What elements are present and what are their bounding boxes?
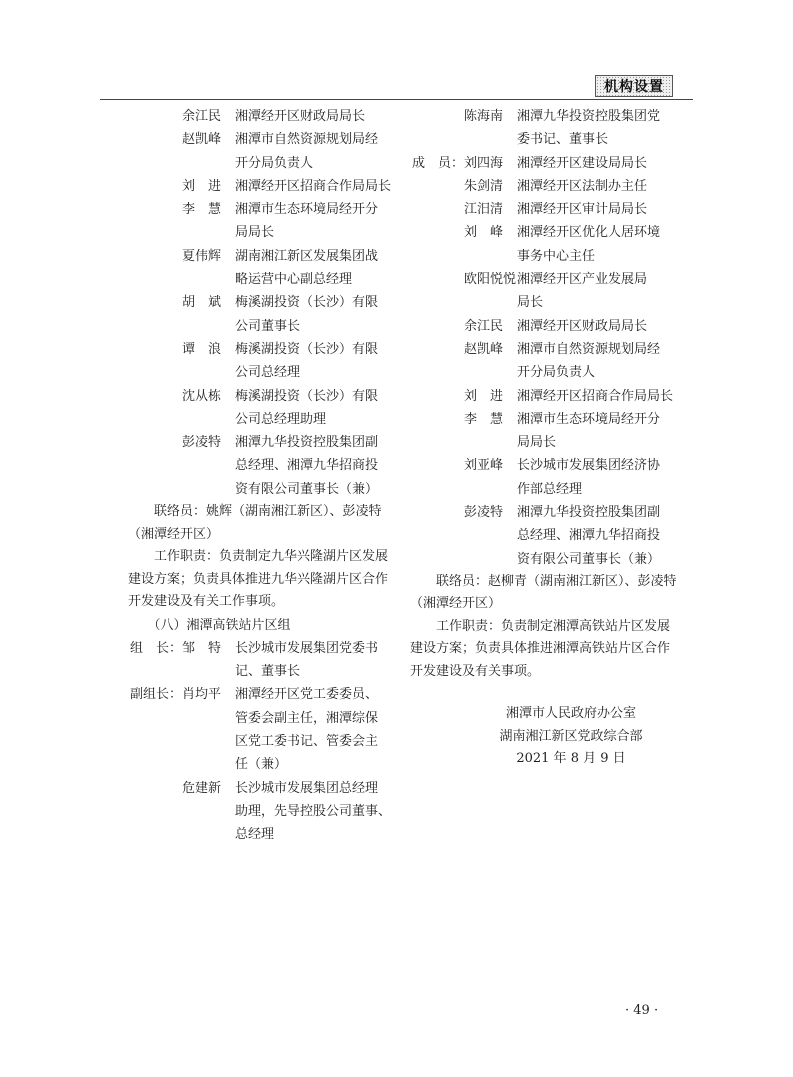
- member-row: [410, 105, 700, 152]
- member-title: 湘潭经开区审计局局长: [517, 202, 648, 218]
- member-role: [410, 198, 464, 221]
- member-role: 副组长：: [129, 687, 182, 703]
- member-list: [128, 637, 400, 847]
- member-name: 赵凯峰: [182, 132, 222, 148]
- member-row: [410, 198, 700, 221]
- member-name: 谭 浪: [182, 341, 222, 357]
- member-name: 余江民: [464, 318, 504, 334]
- member-role: 组 长：: [129, 640, 182, 656]
- subgroup-title: （八）湘潭高铁站片区组: [128, 617, 291, 633]
- member-row: [410, 454, 700, 501]
- member-title: 湘潭经开区招商合作局局长: [235, 178, 392, 194]
- member-name: 刘 峰: [464, 225, 504, 241]
- member-role: [128, 175, 182, 198]
- member-row: [128, 198, 400, 245]
- signature-org: 湖南湘江新区党政综合部: [499, 728, 643, 744]
- member-name: 江汨清: [464, 202, 504, 218]
- member-title: 湘潭市生态环境局经开分 局局长: [517, 411, 661, 451]
- member-name: 余江民: [182, 109, 222, 124]
- member-name: 李 慧: [182, 202, 222, 218]
- member-title: 梅溪湖投资（长沙）有限 公司总经理助理: [235, 388, 379, 427]
- member-row: [410, 268, 700, 315]
- member-title: 湘潭九华投资控股集团副 总经理、湘潭九华招商投 资有限公司董事长（兼）: [235, 435, 379, 497]
- member-title: 湘潭经开区法制办主任: [517, 178, 648, 194]
- member-name: 李 慧: [464, 411, 504, 427]
- member-row: [128, 431, 400, 501]
- member-role: [410, 454, 464, 501]
- member-role: [410, 105, 464, 152]
- member-name: 陈海南: [464, 109, 504, 124]
- member-row: [410, 338, 700, 385]
- member-row: [128, 291, 400, 338]
- member-row: [410, 315, 700, 338]
- member-title: 湘潭经开区党工委委员、 管委会副主任，湘潭综保 区党工委书记、管委会主 任（兼）: [235, 687, 379, 773]
- member-role: [128, 385, 182, 432]
- member-title: 梅溪湖投资（长沙）有限 公司总经理: [235, 341, 379, 381]
- member-title: 湘潭经开区产业发展局 局长: [517, 272, 648, 311]
- member-name: 欧阳悦悦: [464, 272, 517, 288]
- member-role: [410, 408, 464, 455]
- member-name: 刘 进: [182, 178, 222, 194]
- member-name: 赵凯峰: [464, 341, 504, 357]
- member-role: [410, 501, 464, 571]
- duties-text: 工作职责：负责制定湘潭高铁站片区发展 建设方案；负责具体推进湘潭高铁站片区合作 开发建设及有关事项。: [410, 618, 671, 679]
- member-row: [128, 175, 400, 198]
- liaison-text: 联络员：姚辉（湖南湘江新区）、彭凌特 （湘潭经开区）: [128, 504, 382, 542]
- member-row: [128, 338, 400, 385]
- member-title: 长沙城市发展集团总经理 助理，先导控股公司董事、 总经理: [235, 780, 392, 843]
- member-title: 湘潭经开区招商合作局局长: [517, 388, 674, 404]
- signature-date: 2021 年 8 月 9 日: [516, 751, 626, 766]
- member-title: 湘潭经开区财政局局长: [235, 109, 366, 124]
- member-title: 梅溪湖投资（长沙）有限 公司董事长: [235, 295, 379, 334]
- liaison-text: 联络员：赵柳青（湖南湘江新区）、彭凌特 （湘潭经开区）: [410, 573, 677, 612]
- member-title: 湘潭九华投资控股集团党 委书记、董事长: [517, 109, 661, 148]
- member-role: [128, 245, 182, 292]
- member-name: 彭凌特: [464, 505, 504, 521]
- signature-org: 湘潭市人民政府办公室: [505, 706, 636, 721]
- member-list: [410, 105, 700, 571]
- member-row: [128, 683, 400, 776]
- member-name: 邹 特: [182, 640, 222, 656]
- member-title: 湖南湘江新区发展集团战 略运营中心副总经理: [235, 248, 379, 288]
- member-role: [410, 338, 464, 385]
- member-row: [128, 128, 400, 175]
- member-title: 湘潭市生态环境局经开分 局局长: [235, 202, 379, 241]
- member-role: [128, 431, 182, 501]
- member-row: [410, 152, 700, 175]
- member-role: [410, 385, 464, 408]
- member-title: 湘潭经开区财政局局长: [517, 318, 648, 334]
- page-number: · 49 ·: [625, 1003, 659, 1018]
- member-role: [128, 777, 182, 847]
- member-role: [410, 175, 464, 198]
- member-name: 沈从栋: [182, 388, 222, 404]
- member-list: [128, 105, 400, 501]
- member-name: 朱剑清: [464, 178, 504, 194]
- member-role: [410, 268, 464, 315]
- section-tag: 机构设置: [595, 75, 673, 97]
- member-role: [410, 221, 464, 268]
- member-title: 长沙城市发展集团党委书 记、董事长: [235, 640, 379, 680]
- member-row: [128, 245, 400, 292]
- member-row: [128, 105, 400, 128]
- member-row: [410, 501, 700, 571]
- member-name: 危建新: [182, 780, 222, 796]
- member-row: [410, 221, 700, 268]
- left-column: [128, 105, 400, 847]
- member-row: [128, 637, 400, 684]
- member-name: 肖均平: [182, 687, 222, 703]
- duties-text: 工作职责：负责制定九华兴隆湖片区发展 建设方案；负责具体推进九华兴隆湖片区合作 开发建设及有关工作事项。: [128, 549, 389, 610]
- member-title: 湘潭经开区优化人居环境 事务中心主任: [517, 225, 661, 264]
- header-divider: [100, 99, 693, 100]
- member-role: [128, 291, 182, 338]
- member-row: [128, 777, 400, 847]
- member-role: [128, 198, 182, 245]
- right-column: [410, 105, 700, 683]
- member-title: 湘潭经开区建设局局长: [517, 155, 648, 171]
- member-name: 刘亚峰: [464, 458, 504, 474]
- member-row: [410, 408, 700, 455]
- signature-block: [486, 703, 656, 771]
- member-name: 刘 进: [464, 388, 504, 404]
- member-role: [410, 315, 464, 338]
- member-title: 长沙城市发展集团经济协 作部总经理: [517, 458, 661, 497]
- member-name: 胡 斌: [182, 295, 222, 311]
- member-name: 彭凌特: [182, 435, 222, 451]
- member-role: 成 员：: [411, 155, 464, 171]
- member-row: [410, 385, 700, 408]
- member-name: 夏伟辉: [182, 248, 222, 264]
- member-row: [128, 385, 400, 432]
- member-title: 湘潭市自然资源规划局经 开分局负责人: [235, 132, 379, 171]
- member-title: 湘潭市自然资源规划局经 开分局负责人: [517, 341, 661, 381]
- member-role: [128, 105, 182, 128]
- member-row: [410, 175, 700, 198]
- member-role: [128, 338, 182, 385]
- member-role: [128, 128, 182, 175]
- member-title: 湘潭九华投资控股集团副 总经理、湘潭九华招商投 资有限公司董事长（兼）: [517, 505, 661, 567]
- member-name: 刘四海: [464, 155, 504, 171]
